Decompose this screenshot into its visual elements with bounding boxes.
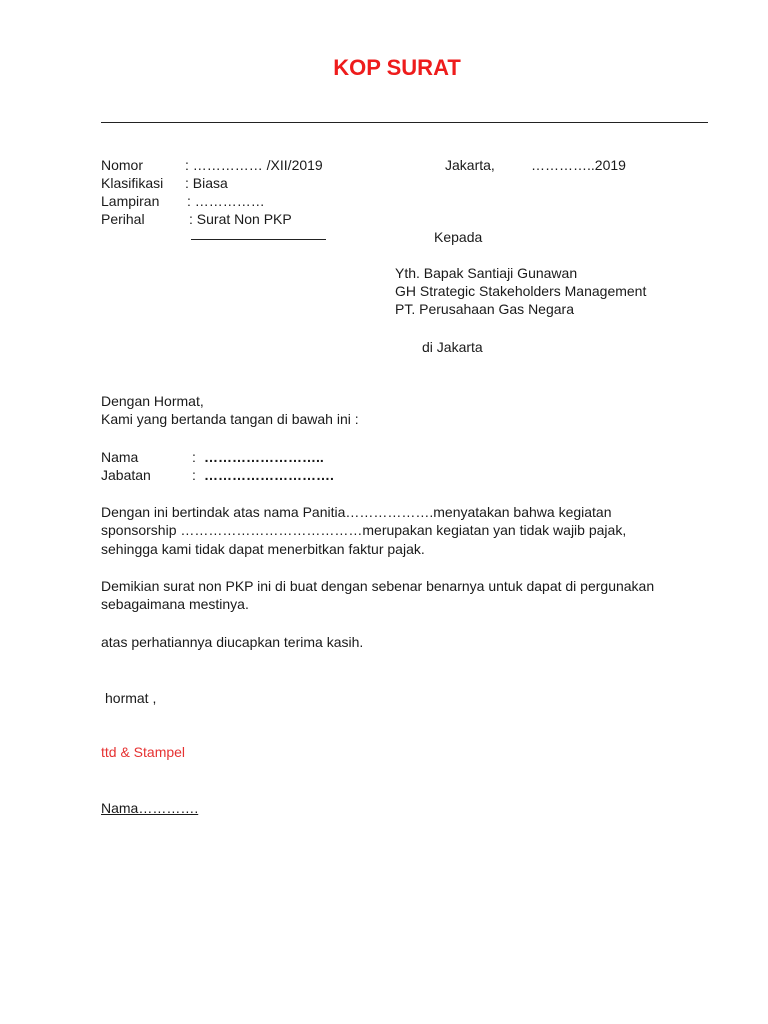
perihal-underline bbox=[191, 239, 326, 240]
nama-label: Nama bbox=[101, 449, 139, 465]
recipient-line-1: Yth. Bapak Santiaji Gunawan bbox=[395, 265, 578, 281]
letter-city: Jakarta, bbox=[445, 157, 495, 173]
nama-colon: : bbox=[192, 449, 196, 465]
jabatan-label: Jabatan bbox=[101, 467, 151, 483]
recipient-kepada: Kepada bbox=[434, 229, 483, 245]
paragraph-1-line-3: sehingga kami tidak dapat menerbitkan faktur pajak. bbox=[101, 541, 425, 557]
perihal-value: : Surat Non PKP bbox=[189, 211, 292, 227]
signatory-name: Nama…………. bbox=[101, 800, 199, 816]
intro-line: Kami yang bertanda tangan di bawah ini : bbox=[101, 411, 359, 427]
paragraph-3: atas perhatiannya diucapkan terima kasih. bbox=[101, 634, 364, 650]
recipient-line-3: PT. Perusahaan Gas Negara bbox=[395, 301, 574, 317]
salutation: Dengan Hormat, bbox=[101, 393, 204, 409]
letterhead-divider bbox=[101, 122, 708, 123]
paragraph-1-line-1: Dengan ini bertindak atas nama Panitia……………….menyatakan bahwa kegiatan bbox=[101, 504, 612, 520]
jabatan-colon: : bbox=[192, 467, 196, 483]
lampiran-label: Lampiran bbox=[101, 193, 160, 209]
paragraph-1-line-2: sponsorship …………………………………merupakan kegiatan yan tidak wajib pajak, bbox=[101, 522, 627, 538]
nama-value: …………………….. bbox=[204, 449, 324, 465]
klasifikasi-value: : Biasa bbox=[185, 175, 228, 191]
letter-date: …………..2019 bbox=[531, 157, 626, 173]
paragraph-2-line-1: Demikian surat non PKP ini di buat dengan sebenar benarnya untuk dapat di pergunakan bbox=[101, 578, 655, 594]
recipient-city: di Jakarta bbox=[422, 339, 483, 355]
signature-placeholder: ttd & Stampel bbox=[101, 744, 186, 760]
klasifikasi-label: Klasifikasi bbox=[101, 175, 164, 191]
nomor-value: : …………… /XII/2019 bbox=[185, 157, 323, 173]
perihal-label: Perihal bbox=[101, 211, 145, 227]
paragraph-2-line-2: sebagaimana mestinya. bbox=[101, 596, 249, 612]
jabatan-value: ………………………. bbox=[204, 467, 334, 483]
closing-hormat: hormat , bbox=[105, 690, 157, 706]
nomor-label: Nomor bbox=[101, 157, 144, 173]
letterhead-title: KOP SURAT bbox=[333, 55, 461, 80]
recipient-line-2: GH Strategic Stakeholders Management bbox=[395, 283, 647, 299]
lampiran-value: : …………… bbox=[187, 193, 265, 209]
